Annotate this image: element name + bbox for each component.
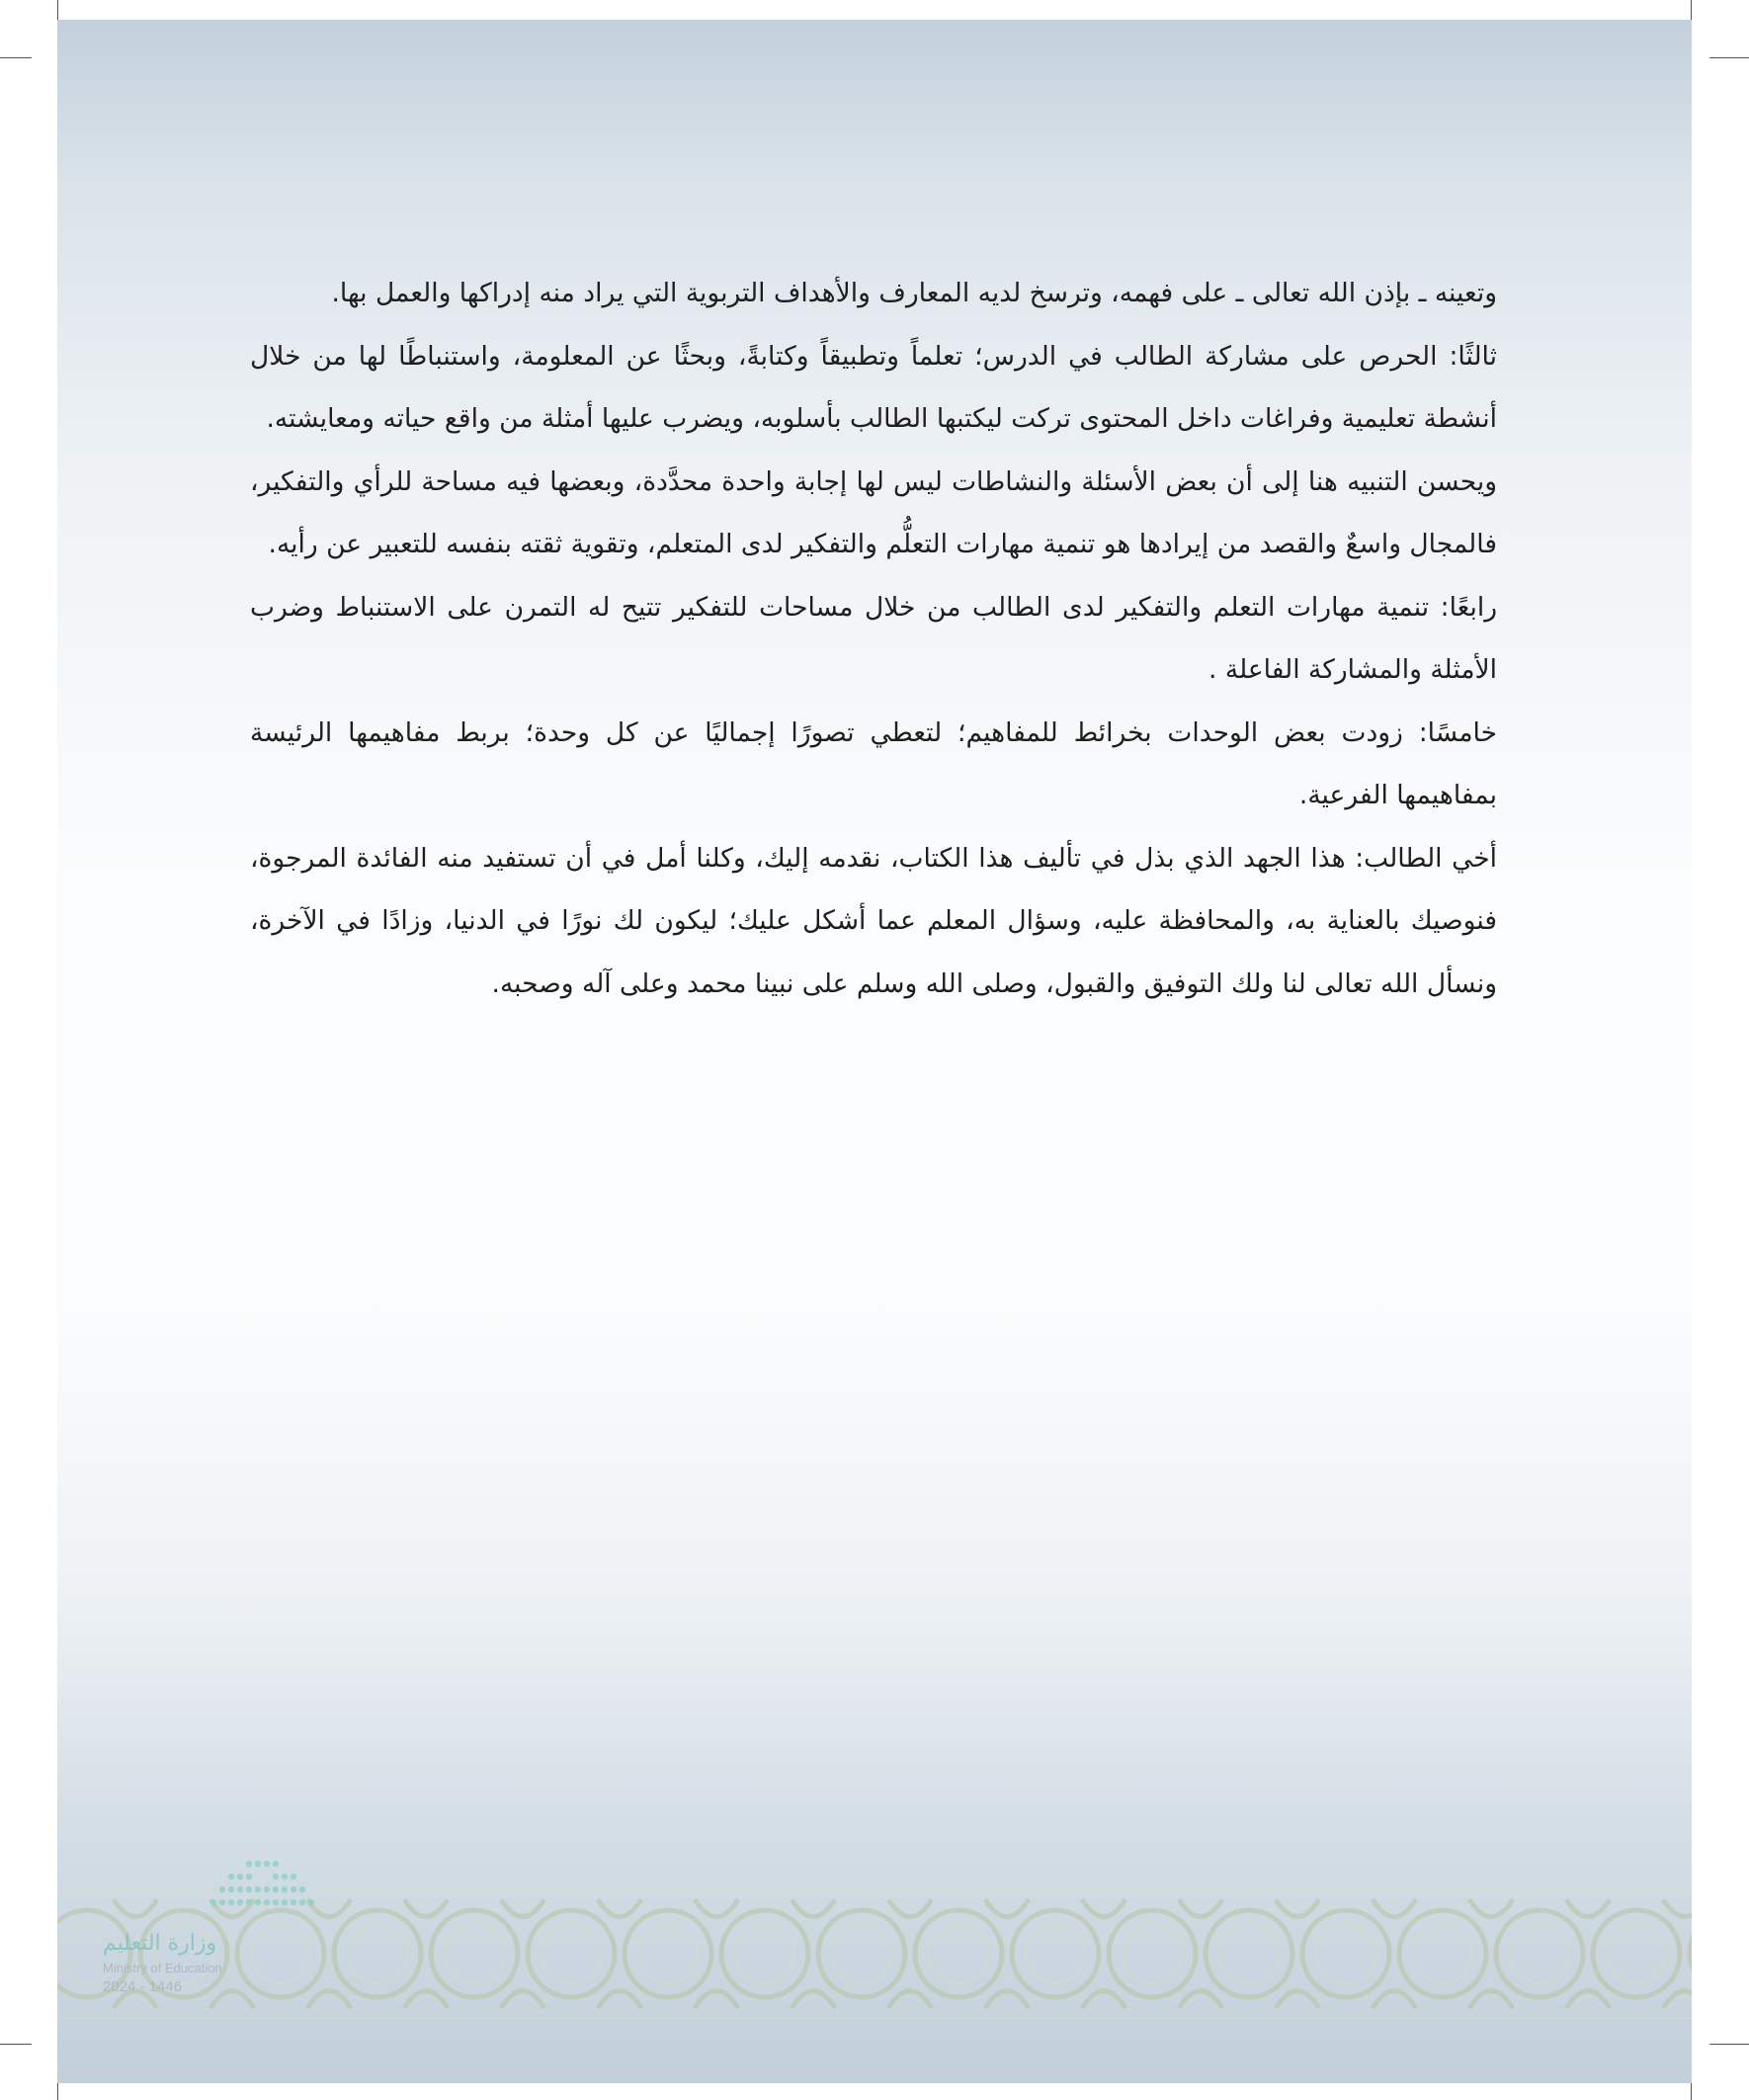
ornament-inner-ring bbox=[638, 1924, 698, 1983]
ornament-arch bbox=[791, 1899, 835, 2008]
logo-dot bbox=[228, 1874, 234, 1880]
ornament-arch bbox=[985, 1899, 1029, 2008]
ornament-inner-ring bbox=[1123, 1924, 1182, 1983]
logo-dot bbox=[291, 1874, 296, 1880]
ornament-inner-ring bbox=[1026, 1924, 1085, 1983]
ornament-arch bbox=[1566, 1899, 1610, 2008]
ornament-arch bbox=[1373, 1899, 1416, 2008]
crop-mark-top-right-horizontal bbox=[1709, 57, 1749, 58]
paragraph-note: ويحسن التنبيه هنا إلى أن بعض الأسئلة والنشاطات ليس لها إجابة واحدة محدَّدة، وبعضها فيه مساحة للرأي والتفكير، فالمجال واسعٌ والقصد من إيرادها هو تنمية مهارات التعلُّم والتفكير لدى المتعلم، وتقوية ثقته بنفسه للتعبير عن رأيه. bbox=[250, 465, 1497, 559]
crop-mark-bottom-left-vertical bbox=[57, 2083, 58, 2100]
paragraph-closing: أخي الطالب: هذا الجهد الذي بذل في تأليف هذا الكتاب، نقدمه إليك، وكلنا أمل في أن تستفيد منه الفائدة المرجوة، فنوصيك بالعناية به، والمحافظة عليه، وسؤال المعلم عما أشكل عليك؛ ليكون لك نورًا في الدنيا، وزادًا في الآخرة، ونسأل الله تعالى لنا ولك التوفيق والقبول، وصلى الله وسلم على نبينا محمد وعلى آله وصحبه. bbox=[250, 842, 1497, 999]
ornament-inner-ring bbox=[1413, 1924, 1472, 1983]
logo-dot bbox=[246, 1874, 252, 1880]
ornament-inner-ring bbox=[348, 1924, 407, 1983]
logo-dot bbox=[237, 1874, 243, 1880]
ornament-arch bbox=[404, 1899, 448, 2008]
crop-mark-top-left-horizontal bbox=[0, 57, 32, 58]
logo-dot bbox=[255, 1899, 261, 1905]
logo-dot bbox=[291, 1887, 296, 1892]
crop-mark-bottom-left-horizontal bbox=[0, 2044, 32, 2045]
ministry-logo-dots-icon bbox=[190, 1856, 338, 1915]
ornament-inner-ring bbox=[445, 1924, 504, 1983]
logo-dot bbox=[282, 1874, 288, 1880]
logo-dot bbox=[264, 1861, 270, 1867]
logo-dot bbox=[210, 1899, 216, 1905]
logo-dot bbox=[219, 1899, 225, 1905]
book-page bbox=[57, 20, 1692, 2083]
ornament-inner-ring bbox=[1219, 1924, 1279, 1983]
paragraph-continuation: وتعينه ـ بإذن الله تعالى ـ على فهمه، وترسخ لديه المعارف والأهداف التربوية التي يراد منه إدراكها والعمل بها. bbox=[331, 278, 1497, 308]
logo-dot bbox=[282, 1899, 288, 1905]
ornament-arch bbox=[1179, 1899, 1222, 2008]
logo-dot bbox=[273, 1874, 279, 1880]
crop-mark-top-left-vertical bbox=[57, 0, 58, 20]
ornament-arch bbox=[695, 1899, 738, 2008]
logo-dot bbox=[282, 1887, 288, 1892]
ministry-logo bbox=[103, 1856, 340, 2004]
ornament-arch bbox=[1469, 1899, 1513, 2008]
ornament-inner-ring bbox=[541, 1924, 601, 1983]
ornament-inner-ring bbox=[832, 1924, 891, 1983]
logo-dot bbox=[255, 1887, 261, 1892]
ornament-arch bbox=[888, 1899, 932, 2008]
logo-dot bbox=[237, 1887, 243, 1892]
ornament-inner-ring bbox=[1510, 1924, 1569, 1983]
logo-dot bbox=[246, 1861, 252, 1867]
ministry-logo-english: Ministry of Education bbox=[103, 1961, 222, 1975]
logo-dot bbox=[219, 1887, 225, 1892]
logo-dot bbox=[237, 1899, 243, 1905]
paragraph-third-point: ثالثًا: الحرص على مشاركة الطالب في الدرس؛ تعلماً وتطبيقاً وكتابةً، وبحثًا عن المعلومة، واستنباطًا لها من خلال أنشطة تعليمية وفراغات داخل المحتوى تركت ليكتبها الطالب بأسلوبه، ويضرب عليها أمثلة من واقع حياته ومعايشته. bbox=[250, 340, 1497, 434]
logo-dot bbox=[273, 1861, 279, 1867]
paragraph-fourth-point: رابعًا: تنمية مهارات التعلم والتفكير لدى الطالب من خلال مساحات للتفكير تتيح له التمرن على الاستنباط وضرب الأمثلة والمشاركة الفاعلة . bbox=[250, 591, 1497, 685]
logo-dot bbox=[246, 1887, 252, 1892]
logo-dot bbox=[228, 1887, 234, 1892]
ornament-inner-ring bbox=[735, 1924, 794, 1983]
logo-dot bbox=[264, 1899, 270, 1905]
ministry-logo-name: وزارة التعليم bbox=[103, 1931, 217, 1956]
ornament-arch bbox=[501, 1899, 544, 2008]
logo-dot bbox=[273, 1887, 279, 1892]
ornament-inner-ring bbox=[929, 1924, 988, 1983]
ornament-ring bbox=[1690, 1910, 1692, 1997]
logo-dot bbox=[299, 1899, 305, 1905]
ornament-inner-ring bbox=[1607, 1924, 1666, 1983]
crop-mark-bottom-right-horizontal bbox=[1709, 2044, 1749, 2045]
logo-dot bbox=[246, 1899, 252, 1905]
paragraph-fifth-point: خامسًا: زودت بعض الوحدات بخرائط للمفاهيم؛ لتعطي تصورًا إجماليًا عن كل وحدة؛ بربط مفاهيمها الرئيسة بمفاهيمها الفرعية. bbox=[250, 716, 1497, 810]
crop-mark-bottom-right-vertical bbox=[1691, 2083, 1692, 2100]
ornament-arch bbox=[598, 1899, 641, 2008]
ministry-logo-year: 2024 - 1446 bbox=[103, 1978, 183, 1995]
ornament-arch bbox=[1082, 1899, 1125, 2008]
logo-dot bbox=[228, 1899, 234, 1905]
ornament-inner-ring bbox=[1316, 1924, 1375, 1983]
logo-dot bbox=[308, 1899, 314, 1905]
logo-dot bbox=[264, 1887, 270, 1892]
logo-dot bbox=[255, 1861, 261, 1867]
crop-mark-top-right-vertical bbox=[1691, 0, 1692, 20]
logo-dot bbox=[299, 1887, 305, 1892]
body-text bbox=[250, 262, 1497, 1015]
logo-dot bbox=[273, 1899, 279, 1905]
logo-dot bbox=[291, 1899, 296, 1905]
ornament-arch bbox=[1276, 1899, 1319, 2008]
